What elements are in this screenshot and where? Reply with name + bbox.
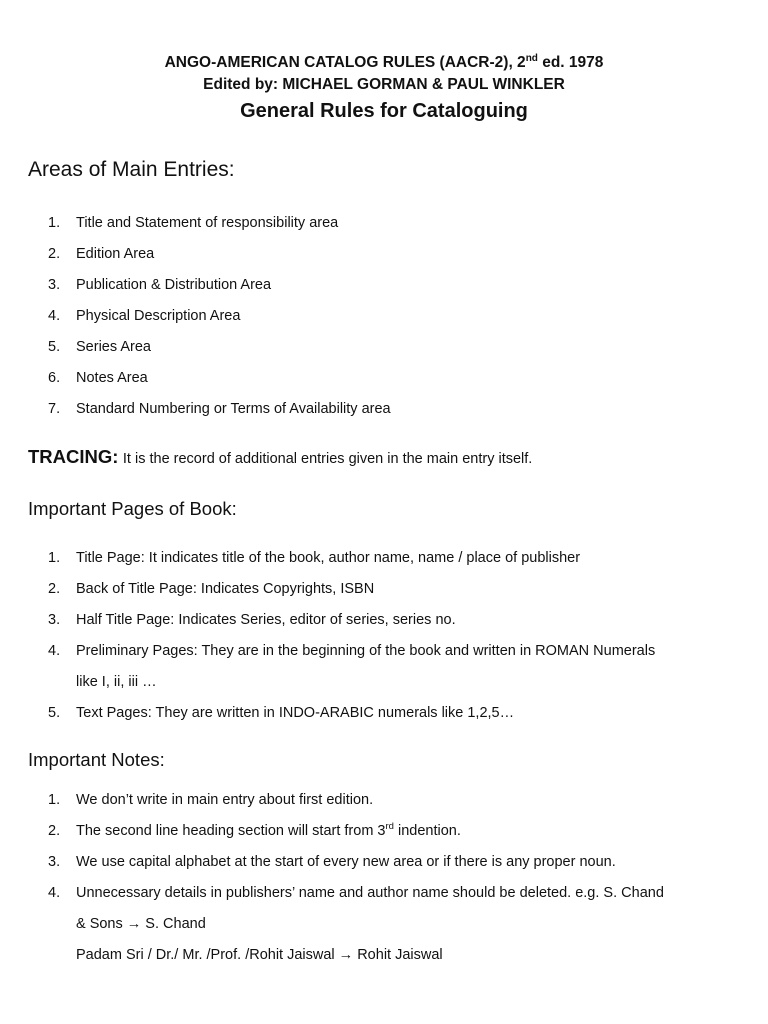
list-item — [48, 363, 748, 394]
list-number: 4. — [48, 643, 61, 659]
list-item-continuation — [48, 940, 748, 971]
list-number: 2. — [48, 581, 61, 597]
list-text: like I, ii, iii … — [76, 674, 157, 690]
tracing-paragraph — [28, 446, 748, 468]
list-item — [48, 816, 748, 847]
list-item — [48, 785, 748, 816]
document-title: General Rules for Cataloguing — [240, 100, 528, 122]
list-item-continuation — [48, 909, 748, 940]
list-text: Padam Sri / Dr./ Mr. /Prof. /Rohit Jaiswal → Rohit Jaiswal — [76, 947, 443, 963]
header-line-1 — [0, 52, 768, 74]
tracing-label: TRACING: — [28, 446, 119, 467]
list-item — [48, 332, 748, 363]
list-item — [48, 574, 748, 605]
list-text: Unnecessary details in publishers’ name and author name should be deleted. e.g. S. Chand — [76, 885, 664, 901]
document-header — [0, 52, 768, 126]
list-text-sup: rd — [385, 821, 394, 833]
list-text-tail: indention. — [393, 823, 461, 839]
list-item — [48, 847, 748, 878]
list-text: Publication & Distribution Area — [76, 277, 272, 293]
areas-heading: Areas of Main Entries: — [28, 158, 235, 181]
list-text: The second line heading section will start from 3 — [76, 823, 386, 839]
header-line-1-tail: ed. 1978 — [537, 54, 604, 71]
list-number: 1. — [48, 792, 61, 808]
list-text: Preliminary Pages: They are in the beginning of the book and written in ROMAN Numerals — [76, 643, 656, 659]
list-text: Title and Statement of responsibility area — [76, 215, 339, 231]
list-text: Physical Description Area — [76, 308, 241, 324]
list-number: 1. — [48, 550, 61, 566]
list-number: 6. — [48, 370, 61, 386]
header-line-1-main: ANGO-AMERICAN CATALOG RULES (AACR-2), 2 — [164, 54, 526, 71]
list-number: 1. — [48, 215, 61, 231]
list-text: Half Title Page: Indicates Series, editor of series, series no. — [76, 612, 456, 628]
list-item — [48, 636, 748, 667]
list-number: 4. — [48, 308, 61, 324]
header-line-2: Edited by: MICHAEL GORMAN & PAUL WINKLER — [203, 76, 565, 93]
list-item-continuation — [48, 667, 748, 698]
pages-heading: Important Pages of Book: — [28, 498, 237, 519]
list-text: We don’t write in main entry about first edition. — [76, 792, 374, 808]
list-number: 2. — [48, 823, 61, 839]
list-text: Back of Title Page: Indicates Copyrights, ISBN — [76, 581, 375, 597]
list-number: 3. — [48, 612, 61, 628]
list-item — [48, 208, 748, 239]
list-text: Series Area — [76, 339, 151, 355]
list-number: 2. — [48, 246, 61, 262]
list-text: & Sons → S. Chand — [76, 916, 206, 932]
list-text: We use capital alphabet at the start of every new area or if there is any proper noun. — [76, 854, 616, 870]
notes-heading: Important Notes: — [28, 749, 165, 770]
list-item — [48, 301, 748, 332]
list-number: 4. — [48, 885, 61, 901]
list-item — [48, 605, 748, 636]
list-number: 3. — [48, 277, 61, 293]
list-item — [48, 543, 748, 574]
list-item — [48, 394, 748, 425]
tracing-text: It is the record of additional entries given in the main entry itself. — [122, 451, 533, 467]
list-number: 3. — [48, 854, 61, 870]
list-text: Notes Area — [76, 370, 148, 386]
list-text: Text Pages: They are written in INDO-ARABIC numerals like 1,2,5… — [76, 705, 515, 721]
header-line-1-sup: nd — [525, 52, 538, 64]
list-item — [48, 878, 748, 909]
list-number: 5. — [48, 705, 61, 721]
list-item — [48, 698, 748, 729]
list-number: 5. — [48, 339, 61, 355]
list-number: 7. — [48, 401, 61, 417]
list-text: Edition Area — [76, 246, 155, 262]
list-text: Standard Numbering or Terms of Availability area — [76, 401, 391, 417]
notes-list — [48, 785, 748, 971]
pages-list — [48, 543, 748, 729]
areas-list — [48, 208, 748, 425]
list-item — [48, 270, 748, 301]
list-text: Title Page: It indicates title of the book, author name, name / place of publisher — [76, 550, 581, 566]
list-item — [48, 239, 748, 270]
